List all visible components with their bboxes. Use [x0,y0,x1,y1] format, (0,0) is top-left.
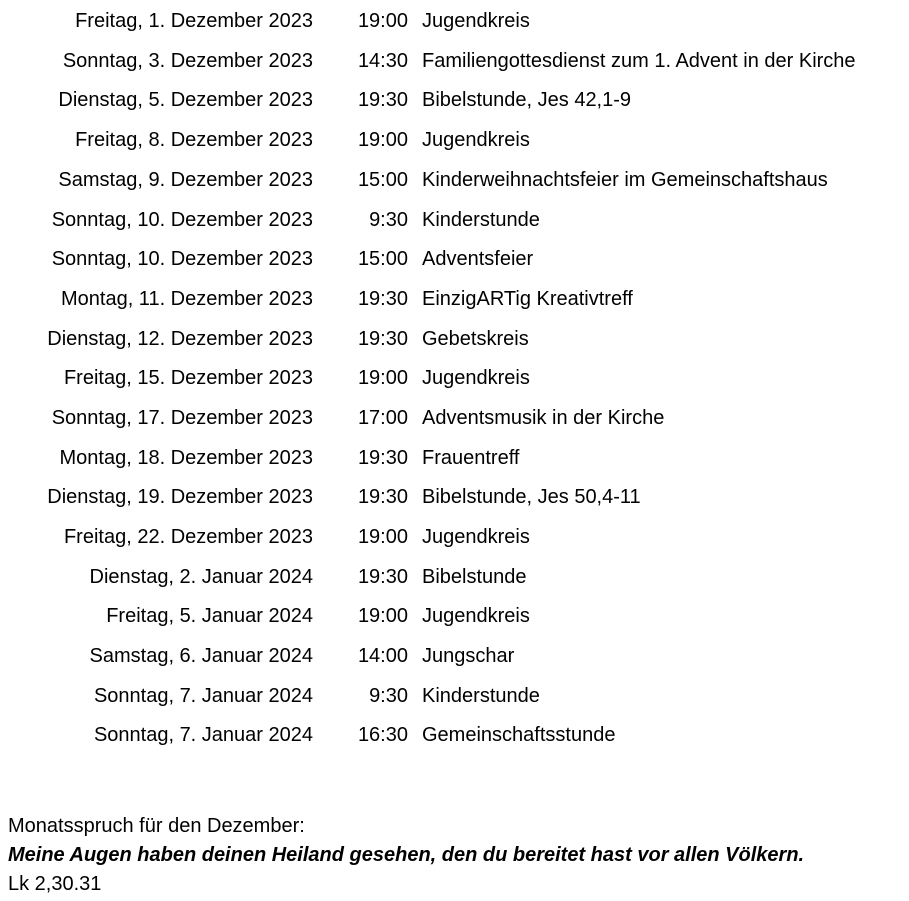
event-date: Montag, 18. Dezember 2023 [59,447,313,469]
event-date: Freitag, 8. Dezember 2023 [75,129,313,151]
event-time: 19:30 [357,89,408,111]
event-title: Jugendkreis [422,526,530,548]
event-time: 16:30 [357,724,408,746]
schedule-row [0,720,909,750]
event-title: EinzigARTig Kreativtreff [422,288,633,310]
event-date: Freitag, 5. Januar 2024 [106,605,313,627]
monthly-verse-reference: Lk 2,30.31 [8,873,102,895]
schedule-row [0,403,909,433]
event-title: Bibelstunde [422,566,527,588]
monthly-verse-section [8,812,903,899]
event-date: Sonntag, 7. Januar 2024 [93,685,313,707]
event-time: 15:00 [357,248,408,270]
event-time: 19:30 [357,328,408,350]
schedule-row [0,165,909,195]
event-title: Jugendkreis [422,367,530,389]
schedule-row [0,482,909,512]
schedule-row [0,205,909,235]
event-date: Sonntag, 17. Dezember 2023 [51,407,313,429]
event-title: Adventsmusik in der Kirche [422,407,665,429]
event-date: Sonntag, 10. Dezember 2023 [51,209,313,231]
event-title: Jugendkreis [422,10,530,32]
event-date: Montag, 11. Dezember 2023 [60,288,313,310]
event-title: Gebetskreis [422,328,529,350]
event-title: Kinderstunde [422,685,540,707]
event-time: 9:30 [369,685,408,707]
schedule-row [0,46,909,76]
event-time: 9:30 [369,209,408,231]
event-time: 17:00 [357,407,408,429]
monthly-verse-heading: Monatsspruch für den Dezember: [8,815,305,837]
schedule-row [0,443,909,473]
schedule-row [0,6,909,36]
event-time: 19:00 [357,367,408,389]
event-date: Dienstag, 12. Dezember 2023 [47,328,313,350]
event-time: 15:00 [357,169,408,191]
schedule-row [0,85,909,115]
schedule-row [0,363,909,393]
event-time: 19:30 [357,447,408,469]
schedule-row [0,324,909,354]
event-title: Jungschar [422,645,515,667]
monthly-verse-text: Meine Augen haben deinen Heiland gesehen, den du bereitet hast vor allen Völkern. [8,844,805,866]
event-date: Sonntag, 7. Januar 2024 [93,724,313,746]
event-time: 19:00 [357,605,408,627]
event-title: Gemeinschaftsstunde [422,724,616,746]
event-title: Jugendkreis [422,129,530,151]
schedule-row [0,244,909,274]
event-time: 14:30 [357,50,408,72]
schedule-row [0,601,909,631]
schedule-row [0,284,909,314]
schedule-row [0,522,909,552]
event-title: Bibelstunde, Jes 42,1-9 [422,89,632,111]
event-time: 19:00 [357,526,408,548]
event-date: Freitag, 15. Dezember 2023 [63,367,313,389]
event-date: Freitag, 22. Dezember 2023 [63,526,313,548]
schedule-row [0,641,909,671]
event-title: Frauentreff [422,447,520,469]
event-time: 14:00 [357,645,408,667]
event-time: 19:00 [357,129,408,151]
schedule-row [0,562,909,592]
event-date: Dienstag, 2. Januar 2024 [89,566,313,588]
event-title: Familiengottesdienst zum 1. Advent in der Kirche [422,50,856,72]
event-time: 19:30 [357,566,408,588]
event-date: Freitag, 1. Dezember 2023 [75,10,313,32]
event-date: Samstag, 6. Januar 2024 [89,645,313,667]
event-time: 19:00 [357,10,408,32]
event-title: Jugendkreis [422,605,530,627]
event-title: Bibelstunde, Jes 50,4-11 [422,486,641,508]
event-date: Dienstag, 5. Dezember 2023 [58,89,313,111]
schedule-row [0,125,909,155]
event-title: Kinderstunde [422,209,540,231]
event-title: Adventsfeier [422,248,534,270]
event-title: Kinderweihnachtsfeier im Gemeinschaftshaus [422,169,828,191]
event-time: 19:30 [357,288,408,310]
event-date: Sonntag, 3. Dezember 2023 [62,50,313,72]
event-date: Samstag, 9. Dezember 2023 [58,169,313,191]
event-time: 19:30 [357,486,408,508]
event-date: Dienstag, 19. Dezember 2023 [47,486,313,508]
event-date: Sonntag, 10. Dezember 2023 [51,248,313,270]
schedule-row [0,681,909,711]
